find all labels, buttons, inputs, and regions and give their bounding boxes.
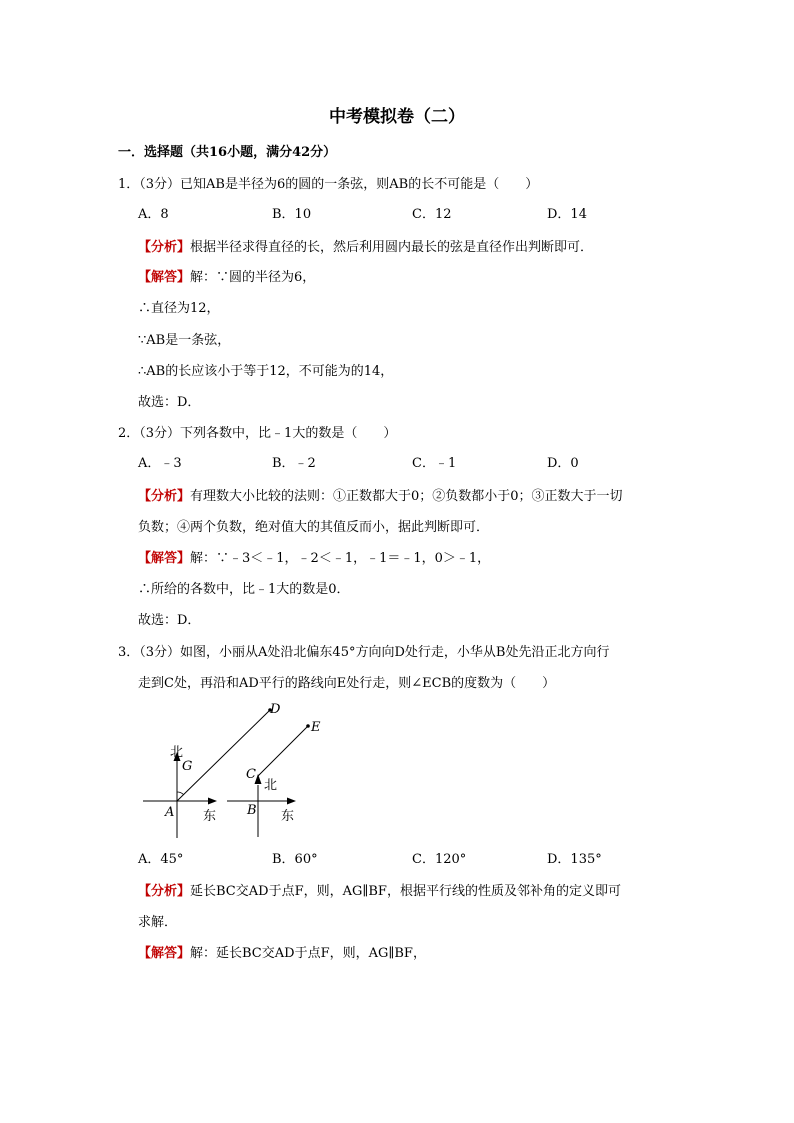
q1-answer-line-2: ∴直径为12， [138, 301, 220, 316]
label-east-right: 东 [281, 809, 295, 824]
label-c: C [246, 767, 256, 782]
q2-option-d: D．0 [547, 456, 579, 471]
q1-answer-tag: 【解答】 [138, 270, 191, 285]
q1-option-b: B．10 [272, 207, 312, 222]
q1-option-a: A．8 [138, 207, 169, 222]
q2-stem: 2．（3分）下列各数中，比﹣1大的数是（ ） [118, 426, 397, 441]
q1-answer [138, 268, 315, 288]
q3-stem-line-2: 走到C处，再沿和AD平行的路线向E处行走，则∠ECB的度数为（ ） [138, 676, 556, 691]
q2-answer-tag: 【解答】 [138, 551, 191, 566]
q2-answer-line-2: ∴所给的各数中，比﹣1大的数是0． [138, 582, 350, 597]
q3-figure [130, 700, 330, 840]
q1-answer-line-5: 故选：D． [138, 395, 201, 410]
q3-analysis [138, 882, 621, 902]
page-title: 中考模拟卷（二） [329, 107, 465, 127]
q1-stem: 1．（3分）已知AB是半径为6的圆的一条弦，则AB的长不可能是（ ） [118, 177, 539, 192]
q1-option-c: C．12 [412, 207, 452, 222]
section-heading: 一．选择题（共16小题，满分42分） [118, 145, 337, 160]
q1-analysis-text: 根据半径求得直径的长，然后利用圆内最长的弦是直径作出判断即可． [190, 240, 594, 255]
q2-option-c: C．﹣1 [412, 456, 457, 471]
q1-option-d: D．14 [547, 207, 587, 222]
q3-option-b: B．60° [272, 852, 318, 867]
q2-answer-line-1: 解：∵﹣3＜﹣1，﹣2＜﹣1，﹣1＝﹣1，0＞﹣1， [190, 551, 491, 566]
q1-analysis [138, 238, 593, 258]
q1-answer-line-4: ∴AB的长应该小于等于12，不可能为的14， [138, 364, 394, 379]
q3-analysis-line-2: 求解． [138, 915, 178, 930]
q1-analysis-tag: 【分析】 [138, 240, 191, 255]
q2-analysis [138, 487, 623, 507]
q2-analysis-line-1: 有理数大小比较的法则：①正数都大于0；②负数都小于0；③正数大于一切 [190, 489, 623, 504]
label-east-left: 东 [203, 809, 217, 824]
label-b: B [247, 803, 257, 818]
label-g: G [182, 759, 193, 774]
q3-option-c: C．120° [412, 852, 467, 867]
q3-answer [138, 944, 426, 964]
q3-stem-line-1: 3．（3分）如图，小丽从A处沿北偏东45°方向向D处行走，小华从B处先沿正北方向行 [118, 645, 610, 660]
left-east-arrow [208, 798, 217, 805]
q2-answer-line-3: 故选：D． [138, 613, 201, 628]
right-east-arrow [287, 798, 296, 805]
q3-analysis-line-1: 延长BC交AD于点F，则，AG∥BF，根据平行线的性质及邻补角的定义即可 [190, 884, 621, 899]
q2-answer [138, 549, 490, 569]
q3-analysis-tag: 【分析】 [138, 884, 191, 899]
q2-analysis-tag: 【分析】 [138, 489, 191, 504]
q1-answer-line-1: 解：∵圆的半径为6， [190, 270, 316, 285]
q3-answer-tag: 【解答】 [138, 946, 191, 961]
label-d: D [270, 702, 281, 717]
line-ce [258, 726, 308, 776]
q2-option-a: A．﹣3 [138, 456, 182, 471]
label-north-right: 北 [264, 778, 278, 793]
label-a: A [165, 805, 175, 820]
q2-option-b: B．﹣2 [272, 456, 316, 471]
q1-answer-line-3: ∵AB是一条弦， [138, 333, 231, 348]
q3-option-d: D．135° [547, 852, 602, 867]
label-north-left: 北 [170, 745, 184, 760]
point-e [306, 724, 310, 728]
line-ad [177, 710, 270, 801]
angle-arc [177, 792, 184, 795]
q3-option-a: A．45° [138, 852, 184, 867]
q2-analysis-line-2: 负数；④两个负数，绝对值大的其值反而小，据此判断即可． [138, 520, 490, 535]
q3-answer-text: 解：延长BC交AD于点F，则，AG∥BF， [190, 946, 426, 961]
label-e: E [311, 720, 321, 735]
